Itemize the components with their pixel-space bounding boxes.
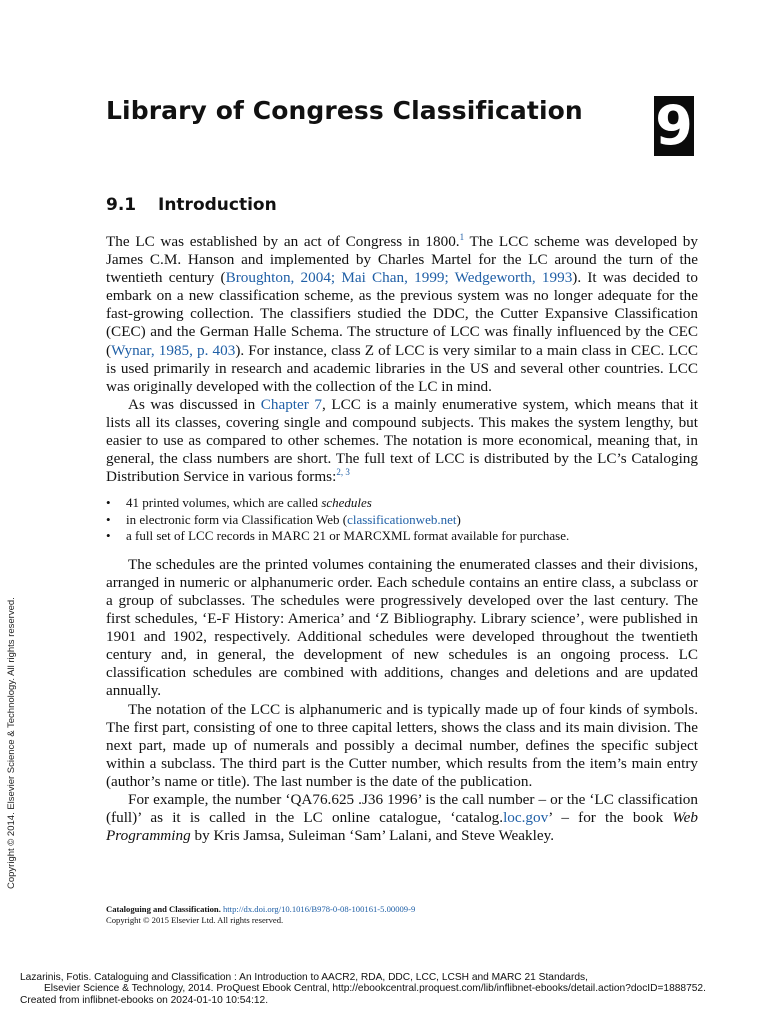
chapter-7-link[interactable]: Chapter 7 <box>260 395 322 413</box>
distribution-forms-list <box>106 495 698 545</box>
footer-source-line <box>106 904 698 915</box>
text-run: For example, the number ‘QA76.625 .J36 1996’ is the call number – or the ‘LC classification (full)’ as it is called in the LC online catalogue, ‘catalog. <box>106 791 698 827</box>
side-copyright: Copyright © 2014. Elsevier Science & Technology. All rights reserved. <box>6 597 17 889</box>
citation-line-2: Elsevier Science & Technology, 2014. ProQuest Ebook Central, http://ebookcentral.proquest.com/lib/inflibnet-ebooks/detail.action?docID=1888752. <box>44 983 706 995</box>
text-run-italic: schedules <box>321 495 372 511</box>
chapter-footer <box>106 904 698 926</box>
paragraph-1 <box>106 233 698 396</box>
ebook-citation <box>20 972 760 1006</box>
footnote-ref-1[interactable]: 1 <box>459 231 465 242</box>
text-run: The LC was established by an act of Congress in 1800. <box>106 233 460 250</box>
chapter-number-badge: 9 <box>655 94 693 157</box>
text-run: ). For instance, class Z of LCC is very similar to a main class in CEC. LCC is used primarily in research and academic libraries in the US and several other countries. LCC was originally developed with the collection of the LC in mind. <box>106 341 698 395</box>
bullet-icon: • <box>106 511 111 527</box>
doi-link[interactable]: http://dx.doi.org/10.1016/B978-0-08-100161-5.00009-9 <box>223 904 416 914</box>
text-run: 41 printed volumes, which are called <box>126 495 322 511</box>
body-text <box>106 233 698 845</box>
text-run: , LCC is a mainly enumerative system, which means that it lists all its classes, covering single and compound subjects. This makes the system lengthy, but easier to use as compared to other schemes. The notation is more economical, meaning that, in general, the class numbers are short. The full text of LCC is distributed by the LC’s Cataloging Distribution Service in various forms: <box>106 395 699 486</box>
classificationweb-link[interactable]: classificationweb.net <box>347 511 457 527</box>
paragraph-4: The notation of the LCC is alphanumeric and is typically made up of four kinds of symbols. The first part, consisting of one to three capital letters, shows the class and its main division. The next part, made up of numerals and possibly a decimal number, defines the specific subject within a subclass. The third part is the Cutter number, which results from the item’s main entry (author’s name or title). The last number is the date of the publication. <box>106 700 698 790</box>
paragraph-2 <box>106 396 698 486</box>
section-heading <box>106 195 277 215</box>
footnote-ref-2-3[interactable]: 2, 3 <box>336 467 350 478</box>
section-title: Introduction <box>158 195 277 215</box>
book-title-italic: Web Programming <box>106 809 698 845</box>
text-run: a full set of LCC records in MARC 21 or MARCXML format available for purchase. <box>126 528 570 544</box>
list-item <box>106 528 698 545</box>
list-item <box>106 512 698 529</box>
section-number: 9.1 <box>106 195 137 215</box>
citation-line-1: Lazarinis, Fotis. Cataloguing and Classification : An Introduction to AACR2, RDA, DDC, LCC, LCSH and MARC 21 Standards, <box>20 972 588 983</box>
text-run: ). It was decided to embark on a new classification scheme, as the previous system was no longer adequate for the fast-growing collection. The classifiers studied the DDC, the Cutter Expansive Classification (CEC) and the German Halle Schema. The structure of LCC was finally influenced by the CEC ( <box>106 269 698 359</box>
citation-link-wynar[interactable]: Wynar, 1985, p. 403 <box>111 341 236 359</box>
text-run: ’ – for the book <box>548 809 673 827</box>
chapter-title: Library of Congress Classification <box>106 96 583 125</box>
text-run: in electronic form via Classification Web ( <box>126 511 348 527</box>
footer-book-title: Cataloguing and Classification. <box>106 904 221 914</box>
paragraph-3: The schedules are the printed volumes containing the enumerated classes and their divisions, arranged in numeric or alphanumeric order. Each schedule contains an entire class, a subclass or a group of subclasses. The schedules were progressively developed over the last century. The first schedules, ‘E-F History: America’ and ‘Z Bibliography. Library science’, were published in 1901 and 1902, respectively. Additional schedules were developed throughout the twentieth century and, in general, the development of new schedules is an ongoing process. LC classification schedules are combined with additions, changes and deletions and are updated annually. <box>106 555 698 700</box>
text-run: ) <box>456 511 461 527</box>
text-run: The LCC scheme was developed by James C.M. Hanson and implemented by Charles Martel for the LC around the turn of the twentieth century ( <box>106 233 698 287</box>
footer-copyright: Copyright © 2015 Elsevier Ltd. All rights reserved. <box>106 915 284 925</box>
text-run: As was discussed in <box>128 395 261 413</box>
bullet-icon: • <box>106 528 111 544</box>
citation-link-broughton[interactable]: Broughton, 2004; Mai Chan, 1999; Wedgeworth, 1993 <box>225 269 573 287</box>
text-run: by Kris Jamsa, Suleiman ‘Sam’ Lalani, and Steve Weakley. <box>190 827 554 845</box>
paragraph-5 <box>106 791 698 845</box>
bullet-icon: • <box>106 495 111 511</box>
loc-gov-link[interactable]: loc.gov <box>503 809 549 827</box>
citation-line-3: Created from inflibnet-ebooks on 2024-01-10 10:54:12. <box>20 994 269 1006</box>
list-item <box>106 495 698 512</box>
